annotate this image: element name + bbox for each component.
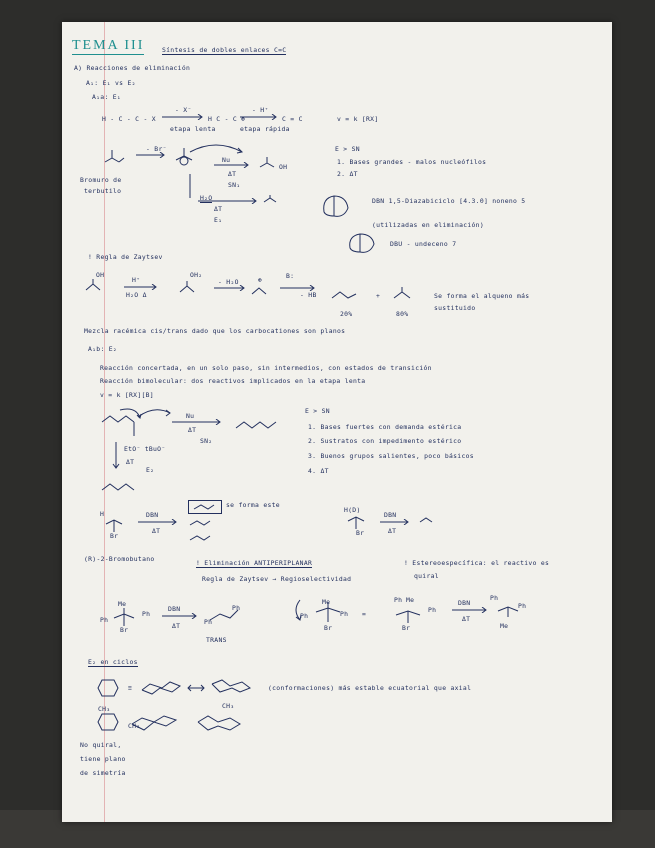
- dbn-structure: [318, 192, 354, 222]
- curved-arrow-icon: [290, 596, 304, 626]
- tbu-e1-heat: ΔT: [214, 205, 223, 213]
- newman-br-2: Br: [324, 624, 333, 632]
- heading-e1: A₁a: E₁: [92, 93, 122, 101]
- dbn1-h: H: [100, 510, 105, 518]
- dbn1-br: Br: [110, 532, 119, 540]
- arrow-icon: [112, 440, 122, 472]
- arrow-icon: [134, 152, 168, 158]
- arrow-icon: [160, 613, 200, 619]
- minor-alkene: [188, 533, 214, 543]
- newman-ph-7: Ph: [394, 596, 403, 604]
- newman-ph-3: Ph: [204, 618, 213, 626]
- arrow-icon: [212, 162, 252, 168]
- stereo-substrate-3: [392, 603, 432, 629]
- arrow-icon: [450, 607, 490, 613]
- dbn2-cond: ΔT: [388, 527, 397, 535]
- alcohol-oh: OH: [96, 271, 105, 279]
- newman-ph-1: Ph: [100, 616, 109, 624]
- cycles-ch3-2: CH₃: [128, 722, 141, 730]
- e2-description-1: Reacción concertada, en un solo paso, sin intermedios, con estados de transición: [100, 364, 432, 372]
- newman-me-1: Me: [118, 600, 127, 608]
- arrow-icon: [212, 285, 248, 291]
- e1-step2-reagent: - H⁺: [252, 106, 269, 114]
- arrow-icon: [238, 114, 280, 120]
- equilibrium-arrow-icon: [186, 684, 206, 692]
- tbu-nu: Nu: [222, 156, 231, 164]
- dbn1-boxed-note: se forma este: [226, 501, 280, 509]
- newman-equals: =: [362, 610, 367, 618]
- zaytsev-title: ! Regla de Zaytsev: [88, 253, 163, 261]
- e2-base: EtO⁻ tBuO⁻: [124, 445, 166, 453]
- tert-butyl-bromide-structure: [102, 148, 132, 170]
- bromuro-label-line2: terbutilo: [84, 187, 122, 195]
- newman-ph-8: Ph: [428, 606, 437, 614]
- heading-e2: A₁b: E₂: [88, 345, 118, 353]
- tbu-h2o: H₂O: [200, 194, 213, 202]
- zaytsev-note-line1: Se forma el alqueno más: [434, 292, 530, 300]
- e1-reactant: H - C - C - X: [102, 115, 156, 123]
- e-vs-sn-header-1: E > SN: [335, 145, 360, 153]
- e-vs-sn-header-2: E > SN: [305, 407, 330, 415]
- e-vs-sn-2-item3: 3. Buenos grupos salientes, poco básicos: [308, 452, 474, 460]
- dbn1-reagent: DBN: [146, 511, 159, 519]
- arrow-icon: [122, 284, 160, 290]
- cycles-note-3: de simetría: [80, 769, 126, 777]
- dbn2-reagent: DBN: [384, 511, 397, 519]
- major-alkene-structure: [392, 286, 422, 302]
- newman-dbn-2: DBN: [458, 599, 471, 607]
- tbu-product-oh: OH: [279, 163, 288, 171]
- cyclohexane-icon: [96, 678, 120, 698]
- e2-nu: Nu: [186, 412, 195, 420]
- zaytsev-regioselectivity: Regla de Zaytsev → Regioselectividad: [202, 575, 352, 583]
- e-vs-sn-2-item2: 2. Sustratos con impedimento estérico: [308, 437, 462, 445]
- newman-heat-2: ΔT: [462, 615, 471, 623]
- dbn2-alkene-product: [418, 515, 438, 525]
- arrow-icon: [160, 114, 206, 120]
- alcohol-base: B:: [286, 272, 295, 280]
- newman-ph-10: Ph: [518, 602, 527, 610]
- newman-ph-9: Ph: [490, 594, 499, 602]
- e1-carbocation: H C - C ⊕: [208, 115, 246, 123]
- dbn2-h: H(D): [344, 506, 361, 514]
- e2-sn2: SN₂: [200, 437, 213, 445]
- oxonium-structure: [178, 280, 204, 298]
- alcohol-hplus: H⁺: [132, 276, 141, 284]
- methyl-chair-2: [196, 712, 242, 734]
- methylcyclohexane-icon: [96, 712, 122, 732]
- tbu-heat: ΔT: [228, 170, 237, 178]
- e2-rate-law: v = k [RX][B]: [100, 391, 154, 399]
- e1-step2-condition: etapa rápida: [240, 125, 290, 133]
- sn2-product-structure: [234, 418, 284, 432]
- dbu-structure: [344, 230, 378, 258]
- e-vs-sn-1-item1: 1. Bases grandes - malos nucleófilos: [337, 158, 487, 166]
- page-title: TEMA III: [72, 38, 145, 53]
- e1-step1-reagent: - X⁻: [175, 106, 192, 114]
- isobutylene-structure: [262, 194, 282, 206]
- newman-ph-2: Ph: [142, 610, 151, 618]
- cycles-equals: ≡: [128, 684, 133, 692]
- bromobutane-label: (R)-2-Bromobutano: [84, 555, 155, 563]
- e1-step1-condition: etapa lenta: [170, 125, 216, 133]
- e-vs-sn-1-item2: 2. ΔT: [337, 170, 358, 178]
- arrow-icon: [378, 519, 412, 525]
- dbn-line3: DBU - undeceno 7: [390, 240, 457, 248]
- dbn-line1: DBN 1,5-Diazabiciclo [4.3.0] noneno 5: [372, 197, 526, 205]
- dbn2-br: Br: [356, 529, 365, 537]
- alcohol-pct-minor: 20%: [340, 310, 353, 318]
- minor-alkene: [188, 518, 214, 528]
- arrow-icon: [196, 198, 260, 204]
- alcohol-h2o-delta: H₂O Δ: [126, 291, 147, 299]
- tbu-reagent: - Br⁻: [146, 145, 167, 153]
- e2-alkene-product: [100, 480, 146, 494]
- e-vs-sn-2-item4: 4. ΔT: [308, 467, 329, 475]
- racemic-note: Mezcla racémica cis/trans dado que los carbocationes son planos: [84, 327, 346, 335]
- newman-me-2: Me: [322, 598, 331, 606]
- newman-me-4: Me: [500, 622, 509, 630]
- cycles-note-2: tiene plano: [80, 755, 126, 763]
- e2-description-2: Reacción bimolecular: dos reactivos implicados en la etapa lenta: [100, 377, 366, 385]
- heading-e1-vs-e2: A₁: E₁ vs E₂: [86, 79, 136, 87]
- secondary-carbocation-structure: [250, 282, 274, 298]
- alcohol-minus-h2o: - H₂O: [218, 278, 239, 286]
- newman-heat-1: ΔT: [172, 622, 181, 630]
- arrow-icon: [170, 419, 224, 425]
- newman-ph-6: Ph: [340, 610, 349, 618]
- stereospecific-line2: quiral: [414, 572, 439, 580]
- plus-sign: +: [376, 292, 381, 300]
- cycles-ch3-1: CH₃: [98, 705, 111, 713]
- newman-me-3: Me: [406, 596, 415, 604]
- dbn-line2: (utilizadas en eliminación): [372, 221, 484, 229]
- e1-product: C = C: [282, 115, 303, 123]
- cycles-title: E₂ en ciclos: [88, 658, 138, 666]
- curved-arrow-icon: [186, 138, 246, 156]
- trans-label: TRANS: [206, 636, 227, 644]
- boxed-alkene: [192, 502, 218, 512]
- cycles-note-1: No quiral,: [80, 741, 122, 749]
- minor-alkene-structure: [330, 288, 360, 302]
- chair-conformation-1: [140, 680, 182, 696]
- conformations-note: (conformaciones) más estable ecuatorial que axial: [268, 684, 472, 692]
- cycles-ch3-3: CH₃: [222, 702, 235, 710]
- antiperiplanar-title: ! Eliminación ANTIPERIPLANAR: [196, 559, 313, 567]
- page-subtitle: Síntesis de dobles enlaces C=C: [162, 46, 287, 54]
- section-a-heading: A) Reacciones de eliminación: [74, 64, 191, 72]
- tbu-e1-label: E₁: [214, 216, 223, 224]
- e-vs-sn-2-item1: 1. Bases fuertes con demanda estérica: [308, 423, 462, 431]
- newman-br-3: Br: [402, 624, 411, 632]
- e2-heat: ΔT: [188, 426, 197, 434]
- alcohol-oh2: OH₂: [190, 271, 203, 279]
- e2-heat2: ΔT: [126, 458, 135, 466]
- chair-conformation-2: [210, 678, 252, 696]
- dbn1-cond: ΔT: [152, 527, 161, 535]
- alcohol-structure: [84, 278, 112, 296]
- newman-ph-5: Ph: [300, 612, 309, 620]
- arrow-icon: [136, 519, 180, 525]
- alcohol-minus-hb: - HB: [300, 291, 317, 299]
- e2-label: E₂: [146, 466, 155, 474]
- bromuro-label-line1: Bromuro de: [80, 176, 122, 184]
- zaytsev-note-line2: sustituido: [434, 304, 476, 312]
- newman-ph-4: Ph: [232, 604, 241, 612]
- stereospecific-line1: ! Estereoespecífica: el reactivo es: [404, 559, 550, 567]
- alcohol-pct-major: 80%: [396, 310, 409, 318]
- e1-rate-law: v = k [RX]: [337, 115, 379, 123]
- alcohol-cation: ⊕: [258, 276, 263, 284]
- newman-dbn-1: DBN: [168, 605, 181, 613]
- newman-br-1: Br: [120, 626, 129, 634]
- tbu-sn1: SN₁: [228, 181, 241, 189]
